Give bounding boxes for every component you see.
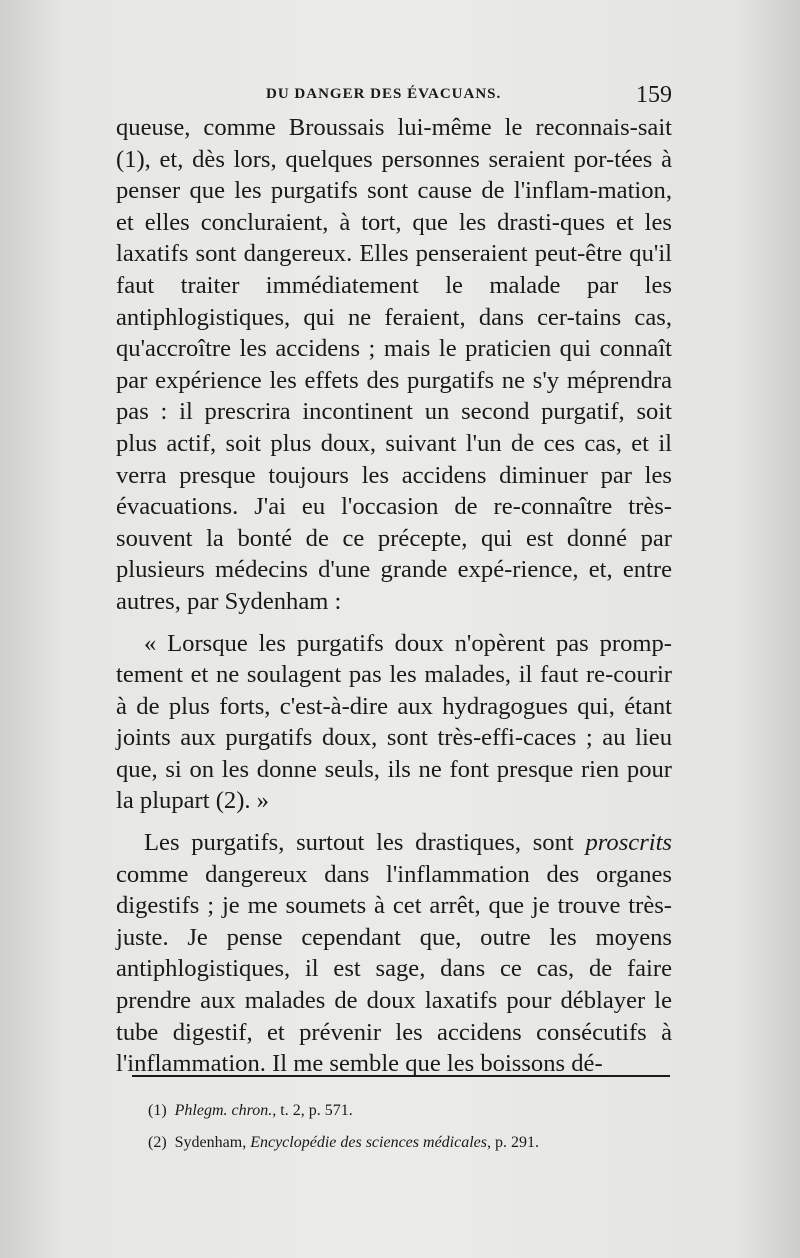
body-text bbox=[116, 112, 672, 1080]
footnote-rule bbox=[132, 1075, 670, 1077]
footnote-1 bbox=[148, 1100, 668, 1122]
footnote-2 bbox=[148, 1132, 668, 1154]
quote-paragraph: « Lorsque les purgatifs doux n'opèrent pas promp-tement et ne soulagent pas les malades, il faut re-courir à de plus forts, c'est-à-dire aux hydragogues qui, étant joints aux purgatifs doux, sont très-effi-caces ; au lieu que, si on les donne seuls, ils ne font presque rien pour la plupart (2). » bbox=[116, 629, 672, 815]
paragraph-3-rest: comme dangereux dans l'inflammation des organes digestifs ; je me soumets à cet arrêt, que je trouve très-juste. Je pense cependant que, outre les moyens antiphlogistiques, il est sage, dans ce cas, de faire prendre aux malades de doux laxatifs pour déblayer le tube digestif, et prévenir les accidens consécutifs à l'inflammation. Il me semble que les boissons dé- bbox=[116, 860, 672, 1078]
paragraph-3 bbox=[116, 827, 672, 1080]
footnote-1-italic: Phlegm. chron. bbox=[174, 1102, 273, 1119]
footnote-2-italic: Encyclopédie des sciences médicales bbox=[250, 1134, 487, 1151]
footnote-2-pre: Sydenham, bbox=[174, 1134, 251, 1151]
footnote-1-rest: , t. 2, p. 571. bbox=[272, 1102, 353, 1119]
footnote-1-number: (1) bbox=[148, 1102, 167, 1119]
footnote-2-number: (2) bbox=[148, 1134, 167, 1151]
running-head: DU DANGER DES ÉVACUANS. bbox=[266, 86, 502, 102]
paragraph-1: queuse, comme Broussais lui-même le reconnais-sait (1), et, dès lors, quelques personnes seraient por-tées à penser que les purgatifs sont cause de l'inflam-mation, et elles concluraient, à tort, que les drasti-ques et les laxatifs sont dangereux. Elles penseraient peut-être qu'il faut traiter immédiatement le malade par les antiphlogistiques, qui ne feraient, dans cer-tains cas, qu'accroître les accidens ; mais le praticien qui connaît par expérience les effets des purgatifs ne s'y méprendra pas : il prescrira incontinent un second purgatif, soit plus actif, soit plus doux, suivant l'un de ces cas, et il verra presque toujours les accidens diminuer par les évacuations. J'ai eu l'occasion de re-connaître très-souvent la bonté de ce précepte, qui est donné par plusieurs médecins d'une grande expé-rience, et, entre autres, par Sydenham : bbox=[116, 114, 672, 615]
paragraph-3-italic: proscrits bbox=[585, 829, 672, 857]
footnote-2-rest: , p. 291. bbox=[486, 1134, 539, 1151]
paragraph-3-start: Les purgatifs, surtout les drastiques, sont bbox=[144, 829, 586, 857]
footnotes bbox=[148, 1100, 668, 1164]
page-header bbox=[116, 82, 672, 112]
page-number: 159 bbox=[636, 82, 672, 108]
